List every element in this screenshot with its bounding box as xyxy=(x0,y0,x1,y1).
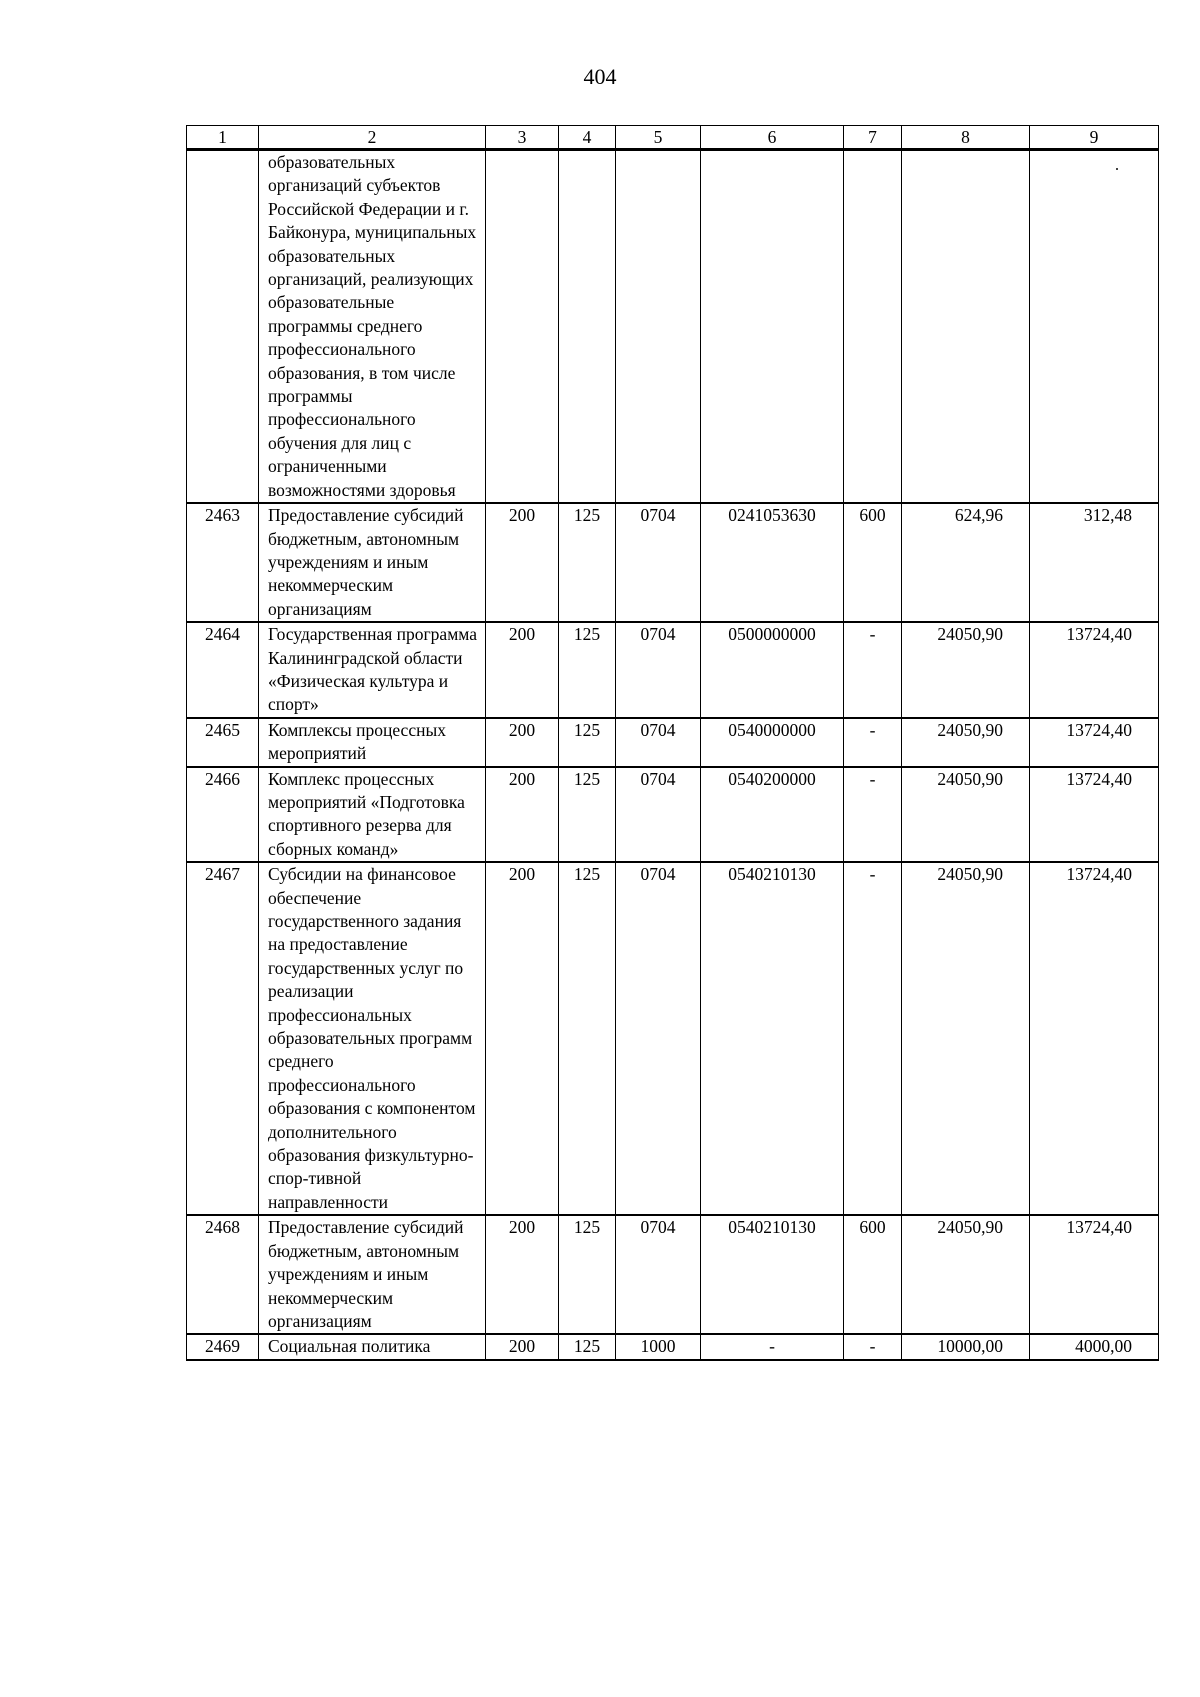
column-number-row xyxy=(187,126,1159,150)
cell-col5: 0704 xyxy=(616,862,701,1215)
cell-col4: 125 xyxy=(559,767,616,863)
cell-col9: 13724,40 xyxy=(1030,767,1159,863)
row-name: Предоставление субсидий бюджетным, автономным учреждениям и иным некоммерческим организациям xyxy=(259,503,486,622)
cell-col9: 4000,00 xyxy=(1030,1334,1159,1359)
cell-col4: 125 xyxy=(559,1215,616,1334)
cell-col8: 624,96 xyxy=(902,503,1030,622)
cell-col7 xyxy=(844,150,902,504)
row-number: 2466 xyxy=(187,767,259,863)
cell-col4: 125 xyxy=(559,862,616,1215)
column-header: 7 xyxy=(844,126,902,150)
cell-col6: 0241053630 xyxy=(701,503,844,622)
cell-col6: 0540000000 xyxy=(701,718,844,767)
column-header: 4 xyxy=(559,126,616,150)
cell-col4: 125 xyxy=(559,1334,616,1359)
cell-col5: 0704 xyxy=(616,1215,701,1334)
cell-col6: - xyxy=(701,1334,844,1359)
row-name: Предоставление субсидий бюджетным, автономным учреждениям и иным некоммерческим организациям xyxy=(259,1215,486,1334)
cell-col9: 13724,40 xyxy=(1030,1215,1159,1334)
cell-col3: 200 xyxy=(486,1334,559,1359)
cell-col9: 13724,40 xyxy=(1030,622,1159,718)
cell-col8: 24050,90 xyxy=(902,862,1030,1215)
cell-col8: 24050,90 xyxy=(902,622,1030,718)
cell-col6: 0540210130 xyxy=(701,862,844,1215)
cell-col3: 200 xyxy=(486,767,559,863)
cell-col4 xyxy=(559,150,616,504)
cell-col4: 125 xyxy=(559,503,616,622)
row-number: 2469 xyxy=(187,1334,259,1359)
cell-col5 xyxy=(616,150,701,504)
table-row xyxy=(187,1334,1159,1359)
cell-col6 xyxy=(701,150,844,504)
cell-col8: 24050,90 xyxy=(902,767,1030,863)
row-name: Социальная политика xyxy=(259,1334,486,1359)
budget-table xyxy=(186,125,1159,1361)
cell-col3: 200 xyxy=(486,1215,559,1334)
cell-col5: 1000 xyxy=(616,1334,701,1359)
cell-col7: - xyxy=(844,718,902,767)
cell-col4: 125 xyxy=(559,718,616,767)
row-name: Комплекс процессных мероприятий «Подготовка спортивного резерва для сборных команд» xyxy=(259,767,486,863)
cell-col8: 24050,90 xyxy=(902,718,1030,767)
column-header: 5 xyxy=(616,126,701,150)
column-header: 3 xyxy=(486,126,559,150)
cell-col7: 600 xyxy=(844,503,902,622)
row-name: Государственная программа Калининградской области «Физическая культура и спорт» xyxy=(259,622,486,718)
cell-col7: - xyxy=(844,622,902,718)
column-header: 2 xyxy=(259,126,486,150)
row-name: Комплексы процессных мероприятий xyxy=(259,718,486,767)
row-name: Субсидии на финансовое обеспечение государственного задания на предоставление государственных услуг по реализации профессиональных образовательных программ среднего профессионального образования с компонентом дополнительного образования физкультурно-спор-тивной направленности xyxy=(259,862,486,1215)
table-row xyxy=(187,767,1159,863)
cell-col6: 0540200000 xyxy=(701,767,844,863)
cell-col8: 10000,00 xyxy=(902,1334,1030,1359)
cell-col9 xyxy=(1030,150,1159,504)
cell-col7: - xyxy=(844,767,902,863)
cell-col9: 312,48 xyxy=(1030,503,1159,622)
page-number: 404 xyxy=(583,64,617,89)
cell-col6: 0540210130 xyxy=(701,1215,844,1334)
cell-col7: - xyxy=(844,1334,902,1359)
cell-col6: 0500000000 xyxy=(701,622,844,718)
column-header: 1 xyxy=(187,126,259,150)
cell-col7: 600 xyxy=(844,1215,902,1334)
cell-col5: 0704 xyxy=(616,503,701,622)
cell-col3 xyxy=(486,150,559,504)
cell-col3: 200 xyxy=(486,503,559,622)
table-row xyxy=(187,503,1159,622)
column-header: 9 xyxy=(1030,126,1159,150)
column-header: 8 xyxy=(902,126,1030,150)
row-number: 2465 xyxy=(187,718,259,767)
row-number: 2464 xyxy=(187,622,259,718)
row-number: 2467 xyxy=(187,862,259,1215)
cell-col8: 24050,90 xyxy=(902,1215,1030,1334)
table-row xyxy=(187,150,1159,504)
cell-col3: 200 xyxy=(486,718,559,767)
table-row xyxy=(187,718,1159,767)
row-number: 2468 xyxy=(187,1215,259,1334)
row-number xyxy=(187,150,259,504)
cell-col3: 200 xyxy=(486,862,559,1215)
cell-col5: 0704 xyxy=(616,718,701,767)
table-row xyxy=(187,862,1159,1215)
table-row xyxy=(187,622,1159,718)
cell-col9: 13724,40 xyxy=(1030,862,1159,1215)
table-row xyxy=(187,1215,1159,1334)
row-number: 2463 xyxy=(187,503,259,622)
cell-col4: 125 xyxy=(559,622,616,718)
cell-col3: 200 xyxy=(486,622,559,718)
column-header: 6 xyxy=(701,126,844,150)
row-name: образовательных организаций субъектов Российской Федерации и г. Байконура, муниципальных образовательных организаций, реализующих образовательные программы среднего профессионального образования, в том числе программы профессионального обучения для лиц с ограниченными возможностями здоровья xyxy=(259,150,486,504)
cell-col5: 0704 xyxy=(616,622,701,718)
cell-col9: 13724,40 xyxy=(1030,718,1159,767)
cell-col7: - xyxy=(844,862,902,1215)
cell-col5: 0704 xyxy=(616,767,701,863)
cell-col8 xyxy=(902,150,1030,504)
